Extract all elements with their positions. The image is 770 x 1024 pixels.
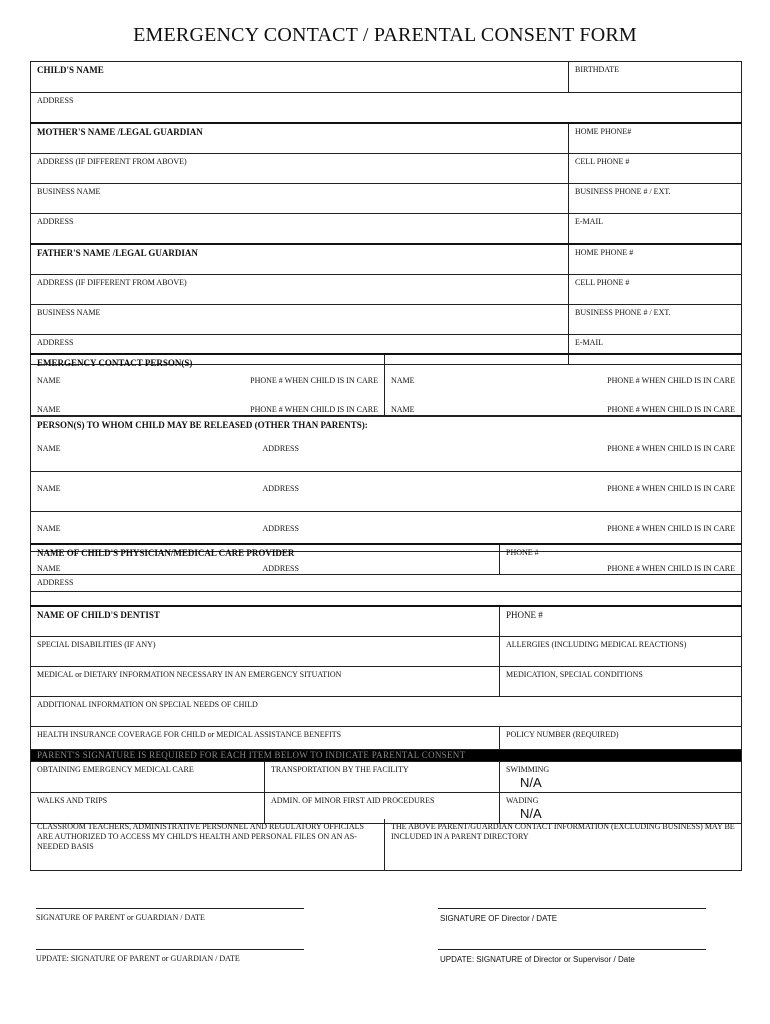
emergency-row-2-right[interactable] xyxy=(391,405,735,415)
mother-home-phone-field[interactable]: HOME PHONE# xyxy=(569,123,742,154)
emergency-contact-right xyxy=(385,354,742,416)
child-address-field[interactable]: ADDRESS xyxy=(31,93,742,124)
directory-consent[interactable]: THE ABOVE PARENT/GUARDIAN CONTACT INFORMATION (EXCLUDING BUSINESS) MAY BE INCLUDED IN A PARENT DIRECTORY xyxy=(385,819,742,871)
release-phone-3[interactable]: PHONE # WHEN CHILD IS IN CARE xyxy=(577,512,742,552)
emergency-row-1-right[interactable] xyxy=(391,376,735,386)
emergency-phone-label: PHONE # WHEN CHILD IS IN CARE xyxy=(250,376,378,385)
physician-address-field[interactable]: ADDRESS xyxy=(31,575,742,607)
father-cell-phone-field[interactable]: CELL PHONE # xyxy=(569,275,742,305)
release-address-2[interactable]: ADDRESS xyxy=(257,472,577,512)
father-address-diff-field[interactable]: ADDRESS (IF DIFFERENT FROM ABOVE) xyxy=(31,275,569,305)
release-name-3[interactable]: NAME xyxy=(31,512,257,552)
additional-info-field[interactable]: ADDITIONAL INFORMATION ON SPECIAL NEEDS OF CHILD xyxy=(31,697,742,727)
consent-access-table xyxy=(30,819,742,871)
dentist-name-field[interactable]: NAME OF CHILD'S DENTIST xyxy=(31,606,500,637)
allergies-field[interactable]: ALLERGIES (INCLUDING MEDICAL REACTIONS) xyxy=(500,637,742,667)
release-name-4[interactable]: NAME xyxy=(31,552,257,592)
emergency-name-label: NAME xyxy=(37,405,61,414)
emergency-row-2-left[interactable] xyxy=(37,405,378,415)
emergency-row-1-left[interactable] xyxy=(37,376,378,386)
consent-table xyxy=(30,749,742,824)
father-name-field[interactable]: FATHER'S NAME /LEGAL GUARDIAN xyxy=(31,244,569,275)
emergency-phone-label: PHONE # WHEN CHILD IS IN CARE xyxy=(607,405,735,414)
director-signature-line[interactable] xyxy=(438,908,706,909)
parent-signature-label: SIGNATURE OF PARENT or GUARDIAN / DATE xyxy=(36,913,205,922)
emergency-phone-label: PHONE # WHEN CHILD IS IN CARE xyxy=(250,405,378,414)
release-phone-1[interactable]: PHONE # WHEN CHILD IS IN CARE xyxy=(577,430,742,472)
mother-business-phone-field[interactable]: BUSINESS PHONE # / EXT. xyxy=(569,184,742,214)
special-disabilities-field[interactable]: SPECIAL DISABILITIES (IF ANY) xyxy=(31,637,500,667)
release-address-1[interactable]: ADDRESS xyxy=(257,430,577,472)
emergency-phone-label: PHONE # WHEN CHILD IS IN CARE xyxy=(607,376,735,385)
dietary-info-field[interactable]: MEDICAL or DIETARY INFORMATION NECESSARY IN AN EMERGENCY SITUATION xyxy=(31,667,500,697)
birthdate-field[interactable]: BIRTHDATE xyxy=(569,62,742,93)
director-update-signature-line[interactable] xyxy=(438,949,706,950)
emergency-heading: EMERGENCY CONTACT PERSON(S) xyxy=(37,358,193,368)
childs-name-field[interactable]: CHILD'S NAME xyxy=(31,62,569,93)
emergency-name-label: NAME xyxy=(37,376,61,385)
release-phone-4[interactable]: PHONE # WHEN CHILD IS IN CARE xyxy=(577,552,742,592)
mother-name-field[interactable]: MOTHER'S NAME /LEGAL GUARDIAN xyxy=(31,123,569,154)
release-address-3[interactable]: ADDRESS xyxy=(257,512,577,552)
swimming-consent[interactable] xyxy=(500,762,742,793)
release-heading: PERSON(S) TO WHOM CHILD MAY BE RELEASED (OTHER THAN PARENTS): xyxy=(31,417,742,431)
physician-name-field[interactable]: NAME OF CHILD'S PHYSICIAN/MEDICAL CARE PROVIDER xyxy=(31,544,500,575)
emergency-name-label: NAME xyxy=(391,376,415,385)
release-name-1[interactable]: NAME xyxy=(31,430,257,472)
director-update-signature-label: UPDATE: SIGNATURE of Director or Supervisor / Date xyxy=(440,955,635,964)
emergency-care-consent[interactable]: OBTAINING EMERGENCY MEDICAL CARE xyxy=(31,762,265,793)
mother-address-diff-field[interactable]: ADDRESS (IF DIFFERENT FROM ABOVE) xyxy=(31,154,569,184)
parent-update-signature-label: UPDATE: SIGNATURE OF PARENT or GUARDIAN / DATE xyxy=(36,954,240,963)
walks-trips-consent[interactable]: WALKS AND TRIPS xyxy=(31,793,265,824)
consent-banner: PARENT'S SIGNATURE IS REQUIRED FOR EACH ITEM BELOW TO INDICATE PARENTAL CONSENT xyxy=(31,750,742,762)
release-name-2[interactable]: NAME xyxy=(31,472,257,512)
wading-label: WADING xyxy=(506,796,539,805)
files-access-consent[interactable]: CLASSROOM TEACHERS, ADMINISTRATIVE PERSONNEL AND REGULATORY OFFICIALS ARE AUTHORIZED TO ACCESS MY CHILD'S HEALTH AND PERSONAL FILES ON AN AS-NEEDED BASIS xyxy=(31,819,385,871)
form-title: EMERGENCY CONTACT / PARENTAL CONSENT FORM xyxy=(133,24,637,46)
mother-business-name-field[interactable]: BUSINESS NAME xyxy=(31,184,569,214)
parent-info-table xyxy=(30,61,742,365)
emergency-name-label: NAME xyxy=(391,405,415,414)
mother-cell-phone-field[interactable]: CELL PHONE # xyxy=(569,154,742,184)
director-signature-label: SIGNATURE OF Director / DATE xyxy=(440,914,558,923)
policy-number-field[interactable]: POLICY NUMBER (REQUIRED) xyxy=(500,727,742,757)
emergency-contact-table xyxy=(30,353,742,416)
release-phone-2[interactable]: PHONE # WHEN CHILD IS IN CARE xyxy=(577,472,742,512)
father-email-field[interactable]: E-MAIL xyxy=(569,335,742,365)
mother-address-field[interactable]: ADDRESS xyxy=(31,214,569,245)
mother-email-field[interactable]: E-MAIL xyxy=(569,214,742,245)
dentist-phone-field[interactable]: PHONE # xyxy=(500,606,742,637)
swimming-value: N/A xyxy=(520,775,542,790)
parent-update-signature-line[interactable] xyxy=(36,949,304,950)
wading-value: N/A xyxy=(520,806,542,821)
father-business-phone-field[interactable]: BUSINESS PHONE # / EXT. xyxy=(569,305,742,335)
father-address-field[interactable]: ADDRESS xyxy=(31,335,569,365)
release-address-4[interactable]: ADDRESS xyxy=(257,552,577,592)
father-business-name-field[interactable]: BUSINESS NAME xyxy=(31,305,569,335)
transportation-consent[interactable]: TRANSPORTATION BY THE FACILITY xyxy=(265,762,500,793)
medical-info-table xyxy=(30,543,742,757)
medication-field[interactable]: MEDICATION, SPECIAL CONDITIONS xyxy=(500,667,742,697)
father-home-phone-field[interactable]: HOME PHONE # xyxy=(569,244,742,275)
parent-signature-line[interactable] xyxy=(36,908,304,909)
first-aid-consent[interactable]: ADMIN. OF MINOR FIRST AID PROCEDURES xyxy=(265,793,500,824)
physician-phone-field[interactable]: PHONE # xyxy=(500,544,742,575)
insurance-field[interactable]: HEALTH INSURANCE COVERAGE FOR CHILD or MEDICAL ASSISTANCE BENEFITS xyxy=(31,727,500,757)
emergency-contact-left xyxy=(31,354,385,416)
swimming-label: SWIMMING xyxy=(506,765,550,774)
